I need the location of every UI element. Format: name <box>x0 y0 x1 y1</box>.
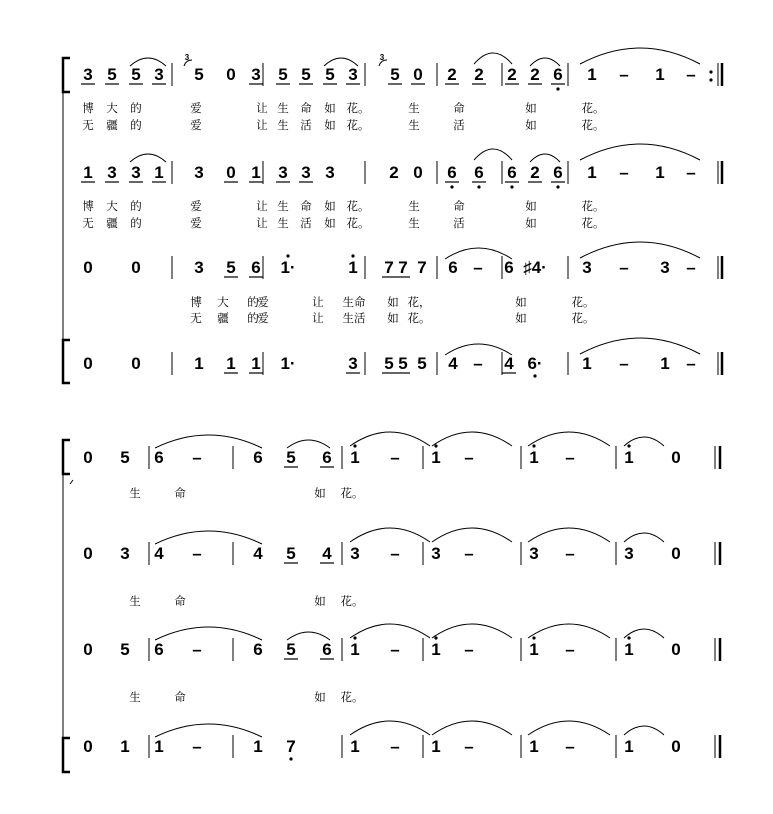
note: 6 <box>322 448 332 467</box>
lyric-char: 疆 <box>106 118 118 132</box>
note: 3 <box>529 544 539 563</box>
lyric-char: 如 <box>324 118 336 132</box>
note: 6 <box>447 163 457 182</box>
note: 3 <box>348 65 358 84</box>
slur-arc <box>528 432 610 446</box>
note: 4 <box>504 354 514 373</box>
lyric-char: 无 <box>190 311 202 325</box>
note: 6 <box>154 448 164 467</box>
lyric-char: 爱 <box>190 118 202 132</box>
lyric-char: 活 <box>453 118 465 132</box>
lyric-char: 花。 <box>581 199 605 213</box>
note: 3 <box>278 163 288 182</box>
note: 0 <box>131 258 141 277</box>
note: 1· <box>280 354 296 373</box>
note: 1· <box>280 258 296 277</box>
note: 5 <box>120 448 130 467</box>
note: 2 <box>389 163 399 182</box>
note: 7 <box>384 258 394 277</box>
note: – <box>565 640 575 659</box>
lyric-char: 如 <box>324 199 336 213</box>
lyric-char: 让 <box>256 199 268 213</box>
note: 7 <box>417 258 427 277</box>
note: 1 <box>194 354 204 373</box>
note: 3 <box>194 258 204 277</box>
lyric-char: 如 <box>515 295 527 309</box>
slur-arc <box>580 48 700 64</box>
high-octave-dot <box>627 636 630 639</box>
note: 6 <box>507 163 517 182</box>
note: – <box>619 354 629 373</box>
lyric-char: 花。 <box>571 295 595 309</box>
note: – <box>619 163 629 182</box>
note: – <box>464 448 474 467</box>
slur-arc <box>530 154 560 162</box>
lyric-char: 让 <box>256 118 268 132</box>
lyric-char: 无 <box>82 118 94 132</box>
lyric-char: 生 <box>277 199 289 213</box>
note: – <box>390 640 400 659</box>
note: 5 <box>286 544 296 563</box>
lyric-char: 花。 <box>340 594 364 608</box>
note: 2 <box>507 65 517 84</box>
lyric-char: 花。 <box>346 216 370 230</box>
lyric-char: 花， <box>407 295 431 309</box>
lyric-char: 命 <box>174 594 186 608</box>
note: – <box>619 258 629 277</box>
note: 5 <box>325 65 335 84</box>
note: – <box>464 544 474 563</box>
note: 1 <box>154 163 164 182</box>
lyric-char: 生 <box>408 101 420 115</box>
high-octave-dot <box>434 636 437 639</box>
system-bracket <box>63 440 70 474</box>
note: 1 <box>582 354 592 373</box>
note: – <box>565 448 575 467</box>
note: 0 <box>671 640 681 659</box>
low-octave-dot <box>556 87 559 90</box>
note: 1 <box>348 258 358 277</box>
lyric-char: 如 <box>324 216 336 230</box>
slur-arc <box>432 721 512 735</box>
lyric-char: 的 <box>130 101 142 115</box>
triplet-mark: 3 <box>184 53 190 62</box>
slur-arc <box>155 724 262 737</box>
lyric-char: 命 <box>174 690 186 704</box>
slur-arc <box>130 154 166 162</box>
note: 3 <box>107 163 117 182</box>
note: 3 <box>83 65 93 84</box>
lyric-char: 让 <box>256 101 268 115</box>
note: 3 <box>582 258 592 277</box>
note: 0 <box>83 448 93 467</box>
slur-arc <box>155 435 262 448</box>
note: 0 <box>413 163 423 182</box>
note: – <box>565 544 575 563</box>
lyric-char: 花。 <box>340 690 364 704</box>
lyric-char: 疆 <box>217 311 229 325</box>
slur-arc <box>155 531 262 544</box>
lyric-char: 的 <box>247 295 259 309</box>
lyric-char: 生活 <box>342 311 366 325</box>
low-octave-dot <box>450 185 453 188</box>
note: – <box>390 448 400 467</box>
lyric-char: 命 <box>300 199 312 213</box>
lyric-char: 让 <box>312 295 324 309</box>
lyric-char: 的 <box>247 311 259 325</box>
high-octave-dot <box>627 444 630 447</box>
lyric-char: 生 <box>129 486 141 500</box>
lyric-char: 如 <box>314 690 326 704</box>
slur-arc <box>350 528 430 542</box>
lyric-char: 博 <box>190 295 202 309</box>
note: 3 <box>154 65 164 84</box>
note: 6 <box>553 65 563 84</box>
note: 0 <box>671 544 681 563</box>
note: 6 <box>504 258 514 277</box>
high-octave-dot <box>532 636 535 639</box>
note: 5 <box>286 640 296 659</box>
slur-arc <box>624 437 664 446</box>
note: 1 <box>251 163 261 182</box>
slur-arc <box>528 721 610 735</box>
lyric-char: 如 <box>525 216 537 230</box>
slur-arc <box>474 53 512 64</box>
note: 1 <box>529 737 539 756</box>
lyric-char: 的 <box>130 199 142 213</box>
slur-arc <box>624 533 664 542</box>
note: 3 <box>348 354 358 373</box>
note: 3 <box>325 163 335 182</box>
lyric-char: 生 <box>277 101 289 115</box>
note: 1 <box>655 65 665 84</box>
note: – <box>192 544 202 563</box>
low-octave-dot <box>510 185 513 188</box>
note: 1 <box>154 737 164 756</box>
slur-arc <box>287 632 330 640</box>
lyric-char: 生命 <box>342 295 366 309</box>
lyrics-layer <box>82 101 604 704</box>
note: 5 <box>390 65 400 84</box>
lyric-char: 生 <box>129 594 141 608</box>
lyric-char: 如 <box>525 118 537 132</box>
lyric-char: 花。 <box>581 118 605 132</box>
note: – <box>192 640 202 659</box>
note: 7 <box>398 258 408 277</box>
note: 0 <box>413 65 423 84</box>
lyric-char: 花。 <box>340 486 364 500</box>
note: 0 <box>226 163 236 182</box>
note: – <box>390 737 400 756</box>
note: 1 <box>253 737 263 756</box>
note: – <box>686 163 696 182</box>
slur-arc <box>580 242 700 258</box>
note: 0 <box>226 65 236 84</box>
lyric-char: 如 <box>515 311 527 325</box>
lyric-char: 命 <box>453 101 465 115</box>
lyric-char: 如 <box>525 101 537 115</box>
note: 3 <box>251 65 261 84</box>
note: ♯4· <box>523 258 547 277</box>
note: 3 <box>194 163 204 182</box>
note: 1 <box>624 640 634 659</box>
lyric-char: 花。 <box>571 311 595 325</box>
low-octave-dot <box>556 185 559 188</box>
triplet-mark: 3 <box>379 53 385 62</box>
lyric-char: 如 <box>314 486 326 500</box>
note: – <box>192 448 202 467</box>
note: 3 <box>624 544 634 563</box>
lyric-char: 生 <box>277 118 289 132</box>
note: – <box>464 640 474 659</box>
note: 5 <box>278 65 288 84</box>
note: 5 <box>384 354 394 373</box>
lyric-char: 的 <box>130 118 142 132</box>
lyric-char: 爱 <box>190 216 202 230</box>
slur-arc <box>432 528 512 542</box>
low-octave-dot <box>533 374 536 377</box>
lyric-char: 爱 <box>257 311 269 325</box>
lyric-char: 大 <box>106 101 118 115</box>
note: 6 <box>448 258 458 277</box>
note: 4 <box>322 544 332 563</box>
note: 5 <box>398 354 408 373</box>
note: 6 <box>553 163 563 182</box>
slur-arc <box>580 338 700 354</box>
slur-arc <box>350 432 430 446</box>
lyric-char: 疆 <box>106 216 118 230</box>
lyric-char: 让 <box>256 216 268 230</box>
note: 2 <box>530 65 540 84</box>
note: 5 <box>107 65 117 84</box>
note: 4 <box>154 544 164 563</box>
slur-arc <box>474 149 512 160</box>
low-octave-dot <box>477 185 480 188</box>
slur-arc <box>624 629 664 638</box>
high-octave-dot <box>351 254 354 257</box>
note: 1 <box>431 737 441 756</box>
note: 5 <box>194 65 204 84</box>
lyric-char: 花。 <box>346 118 370 132</box>
lyric-char: 生 <box>408 216 420 230</box>
lyric-char: 花。 <box>407 311 431 325</box>
note: 3 <box>431 544 441 563</box>
note: 3 <box>660 258 670 277</box>
high-octave-dot <box>532 444 535 447</box>
lyric-char: 的 <box>130 216 142 230</box>
note: 4 <box>253 544 263 563</box>
note: 6 <box>474 163 484 182</box>
lyric-char: 博 <box>82 199 94 213</box>
note: 0 <box>83 737 93 756</box>
note: – <box>464 737 474 756</box>
note: 7 <box>286 737 296 756</box>
slur-arc <box>432 432 512 446</box>
note: 3 <box>120 544 130 563</box>
lyric-char: 大 <box>106 199 118 213</box>
lyric-char: 如 <box>525 199 537 213</box>
slur-arc <box>432 624 512 638</box>
note: 1 <box>431 448 441 467</box>
note: 6· <box>527 354 543 373</box>
lyric-char: 花。 <box>581 216 605 230</box>
high-octave-dot <box>353 444 356 447</box>
low-octave-dot <box>289 757 292 760</box>
note: – <box>686 258 696 277</box>
high-octave-dot <box>434 444 437 447</box>
note: 0 <box>83 640 93 659</box>
note: 5 <box>286 448 296 467</box>
note: 6 <box>154 640 164 659</box>
note: 6 <box>251 258 261 277</box>
slur-arc <box>528 528 610 542</box>
lyric-char: 活 <box>453 216 465 230</box>
lyric-char: 爱 <box>257 295 269 309</box>
note: 0 <box>131 354 141 373</box>
note: 4 <box>448 354 458 373</box>
note: 5 <box>226 258 236 277</box>
lyric-char: 生 <box>129 690 141 704</box>
note: 1 <box>350 448 360 467</box>
slur-arc <box>350 721 430 735</box>
note: 1 <box>624 448 634 467</box>
slur-arc <box>350 624 430 638</box>
note: 2 <box>474 65 484 84</box>
note: 6 <box>322 640 332 659</box>
note: 1 <box>624 737 634 756</box>
high-octave-dot <box>286 254 289 257</box>
note: 6 <box>253 640 263 659</box>
note: 1 <box>251 354 261 373</box>
note: 3 <box>301 163 311 182</box>
note: 2 <box>447 65 457 84</box>
lyric-char: 如 <box>387 311 399 325</box>
note: 0 <box>83 258 93 277</box>
lyric-char: 花。 <box>346 199 370 213</box>
note: – <box>686 354 696 373</box>
note: 1 <box>350 737 360 756</box>
note: 1 <box>226 354 236 373</box>
note: 1 <box>529 448 539 467</box>
note: 5 <box>301 65 311 84</box>
note: 1 <box>587 163 597 182</box>
lyric-char: 生 <box>408 118 420 132</box>
note: 1 <box>529 640 539 659</box>
note: 1 <box>120 737 130 756</box>
note: 1 <box>660 354 670 373</box>
slur-arc <box>580 144 700 160</box>
slur-arc <box>624 726 664 735</box>
lyric-char: 爱 <box>190 101 202 115</box>
note: 1 <box>431 640 441 659</box>
high-octave-dot <box>353 636 356 639</box>
lyric-char: 活 <box>300 216 312 230</box>
note: 0 <box>83 544 93 563</box>
lyric-char: 无 <box>82 216 94 230</box>
note: – <box>619 65 629 84</box>
note: 3 <box>350 544 360 563</box>
system-bracket <box>63 58 70 92</box>
note: 1 <box>350 640 360 659</box>
lyric-char: 命 <box>174 486 186 500</box>
lyric-char: 如 <box>387 295 399 309</box>
lyric-char: 博 <box>82 101 94 115</box>
note: 1 <box>655 163 665 182</box>
repeat-dot <box>709 78 712 81</box>
note: 6 <box>253 448 263 467</box>
lyric-char: 如 <box>314 594 326 608</box>
note: 0 <box>671 737 681 756</box>
slur-arc <box>528 624 610 638</box>
system-bracket <box>63 340 70 383</box>
note: 5 <box>131 65 141 84</box>
note: 5 <box>417 354 427 373</box>
notes-layer <box>83 53 712 761</box>
lyric-char: 命 <box>300 101 312 115</box>
lyric-char: 花。 <box>581 101 605 115</box>
lyric-char: 活 <box>300 118 312 132</box>
note: – <box>473 354 483 373</box>
lyric-char: 让 <box>312 311 324 325</box>
note: – <box>473 258 483 277</box>
note: – <box>686 65 696 84</box>
lyric-char: 生 <box>277 216 289 230</box>
lyric-char: 命 <box>453 199 465 213</box>
slur-arc <box>155 627 262 640</box>
slur-arcs <box>130 48 700 737</box>
lyric-char: 爱 <box>190 199 202 213</box>
note: – <box>565 737 575 756</box>
note: – <box>192 737 202 756</box>
note: 2 <box>530 163 540 182</box>
note: 1 <box>587 65 597 84</box>
lyric-char: 花。 <box>346 101 370 115</box>
margin-tick <box>70 480 73 484</box>
note: 0 <box>83 354 93 373</box>
lyric-char: 生 <box>408 199 420 213</box>
lyric-char: 如 <box>324 101 336 115</box>
repeat-dot <box>709 70 712 73</box>
note: 3 <box>131 163 141 182</box>
note: – <box>390 544 400 563</box>
note: 0 <box>671 448 681 467</box>
note: 1 <box>83 163 93 182</box>
lyric-char: 大 <box>217 295 229 309</box>
system-bracket <box>63 738 70 772</box>
slur-arc <box>287 440 330 448</box>
note: 5 <box>120 640 130 659</box>
